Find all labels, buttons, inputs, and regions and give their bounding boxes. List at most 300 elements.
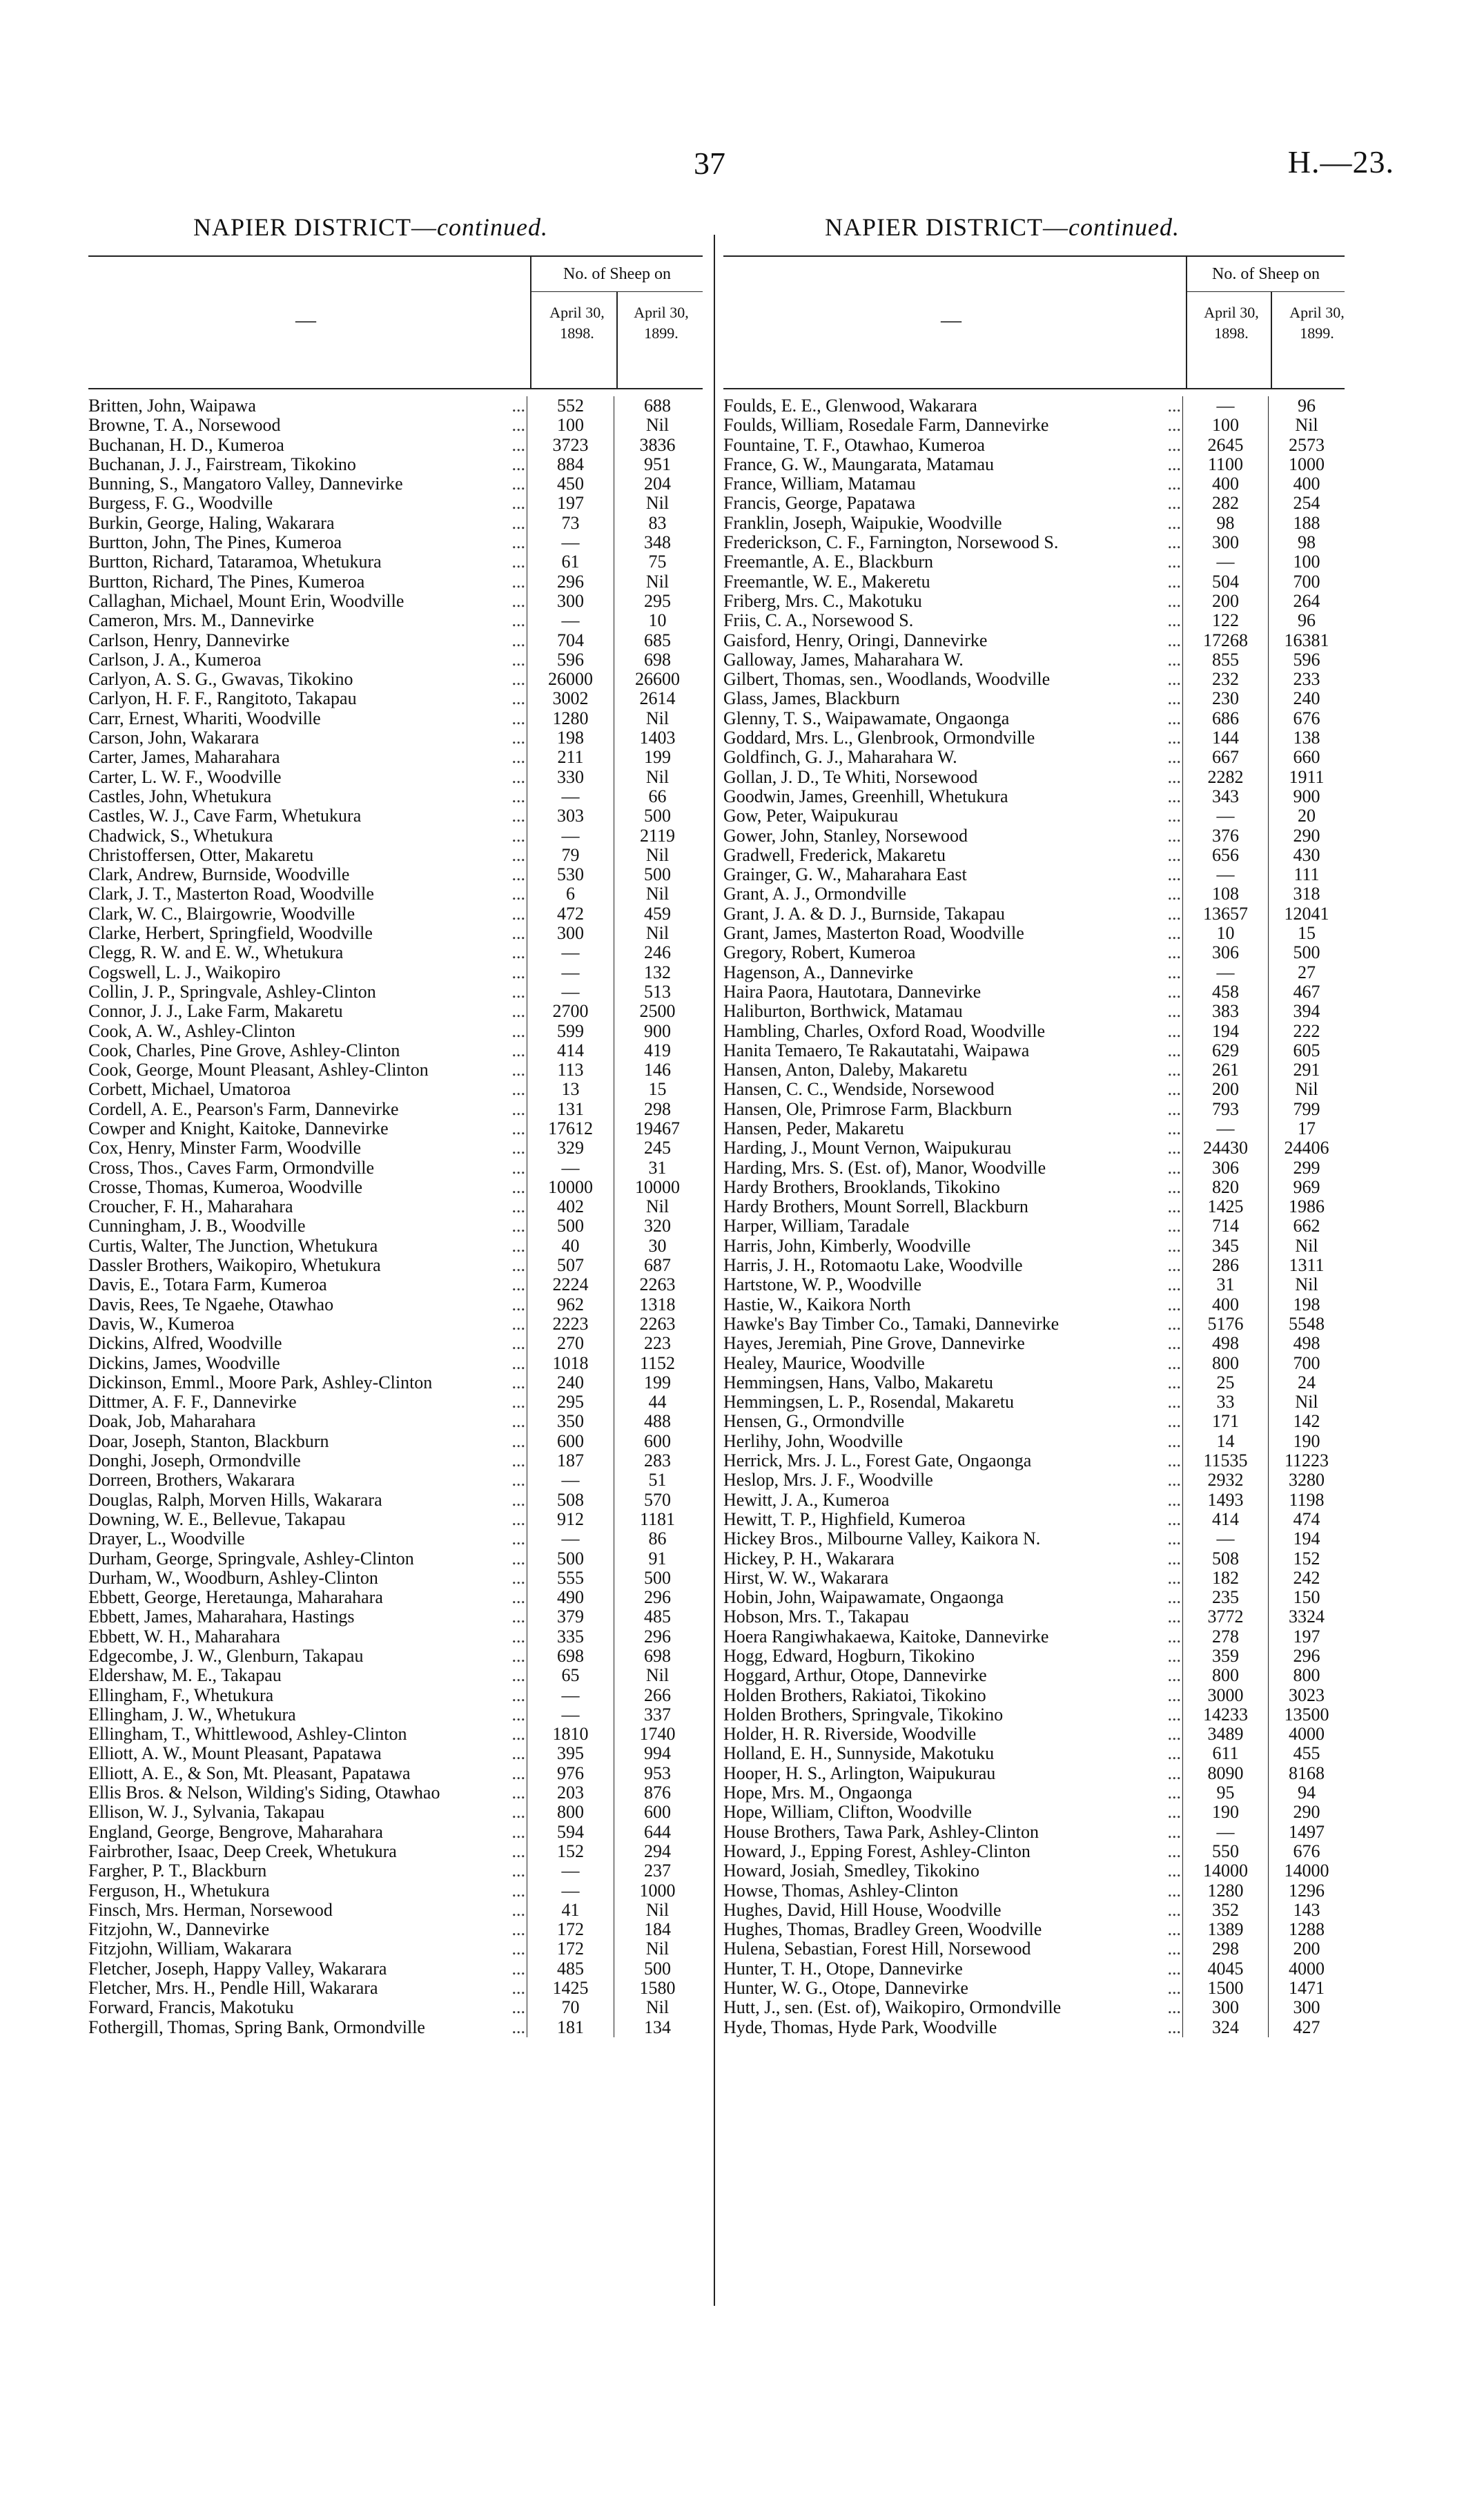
- table-row: [88, 1529, 703, 1549]
- owner-name: Fairbrother, Isaac, Deep Creek, Whetukura ...: [88, 1841, 525, 1861]
- table-row: [723, 416, 1345, 435]
- header-rule: [1186, 291, 1187, 388]
- owner-name: Ellis Bros. & Nelson, Wilding's Siding, Otawhao ...: [88, 1783, 525, 1803]
- table-row: [88, 1627, 703, 1647]
- sheep-1899: 1198: [1268, 1491, 1345, 1510]
- sheep-1899: 1403: [614, 728, 701, 748]
- sheep-1899: 194: [1268, 1529, 1345, 1549]
- owner-name: Hickey, P. H., Wakarara ...: [723, 1549, 1181, 1569]
- table-row: [723, 631, 1345, 650]
- sheep-1898: 1280: [1182, 1881, 1268, 1901]
- sheep-1898: 172: [527, 1920, 614, 1939]
- owner-name: Carlson, Henry, Dannevirke ...: [88, 630, 525, 650]
- sheep-1899: 31: [614, 1158, 701, 1178]
- sheep-1898: 286: [1182, 1256, 1268, 1275]
- table-row: [723, 884, 1345, 904]
- sheep-1898: 383: [1182, 1002, 1268, 1021]
- owner-name: Freemantle, A. E., Blackburn ...: [723, 552, 1181, 572]
- sheep-1899: 24406: [1268, 1138, 1345, 1158]
- owner-name: Cox, Henry, Minster Farm, Woodville ...: [88, 1138, 525, 1158]
- owner-name: Fitzjohn, W., Dannevirke ...: [88, 1920, 525, 1940]
- owner-name: Hooper, H. S., Arlington, Waipukurau ...: [723, 1763, 1181, 1783]
- table-row: [88, 650, 703, 670]
- sheep-1899: 83: [614, 514, 701, 533]
- sheep-1898: 10000: [527, 1178, 614, 1197]
- sheep-1898: 352: [1182, 1901, 1268, 1920]
- table-row: [88, 1334, 703, 1353]
- sheep-1899: 295: [614, 592, 701, 611]
- owner-name: Dorreen, Brothers, Wakarara ...: [88, 1470, 525, 1491]
- sheep-1898: 70: [527, 1998, 614, 2017]
- left-table: [88, 255, 703, 2037]
- owner-name: France, William, Matamau ...: [723, 474, 1181, 494]
- sheep-1899: 3324: [1268, 1607, 1345, 1627]
- owner-name: Douglas, Ralph, Morven Hills, Wakarara ...: [88, 1490, 525, 1510]
- sheep-1899: 498: [1268, 1334, 1345, 1353]
- sheep-1899: 2614: [614, 689, 701, 708]
- sheep-1898: —: [527, 533, 614, 552]
- sheep-1898: 198: [527, 728, 614, 748]
- table-row: [88, 494, 703, 513]
- sheep-1898: 855: [1182, 650, 1268, 670]
- table-row: [88, 1197, 703, 1216]
- sheep-1899: 98: [1268, 533, 1345, 552]
- sheep-1898: 714: [1182, 1216, 1268, 1236]
- table-row: [88, 768, 703, 787]
- sheep-1899: 199: [614, 748, 701, 767]
- table-row: [723, 709, 1345, 728]
- table-row: [723, 1666, 1345, 1685]
- owner-name: Hyde, Thomas, Hyde Park, Woodville ...: [723, 2017, 1181, 2037]
- table-row: [88, 1549, 703, 1569]
- sheep-1899: 188: [1268, 514, 1345, 533]
- owner-name: Gregory, Robert, Kumeroa ...: [723, 943, 1181, 963]
- sheep-1899: 1181: [614, 1510, 701, 1529]
- sheep-1899: Nil: [614, 709, 701, 728]
- sheep-1898: 10: [1182, 924, 1268, 943]
- sheep-1899: 291: [1268, 1060, 1345, 1080]
- sheep-1899: 10: [614, 611, 701, 630]
- left-title-suffix: continued.: [437, 213, 548, 241]
- sheep-1899: 14000: [1268, 1861, 1345, 1881]
- sheep-1898: 498: [1182, 1334, 1268, 1353]
- sheep-1899: 596: [1268, 650, 1345, 670]
- table-row: [723, 1764, 1345, 1783]
- table-row: [723, 1901, 1345, 1920]
- sheep-1898: 6: [527, 884, 614, 904]
- sheep-1899: Nil: [1268, 1236, 1345, 1256]
- sheep-1899: 223: [614, 1334, 701, 1353]
- sheep-1899: 513: [614, 982, 701, 1002]
- owner-name: Fountaine, T. F., Otawhao, Kumeroa ...: [723, 435, 1181, 455]
- table-row: [88, 943, 703, 962]
- table-row: [723, 396, 1345, 416]
- owner-name: Gower, John, Stanley, Norsewood ...: [723, 826, 1181, 846]
- table-row: [88, 1080, 703, 1099]
- owner-name: Finsch, Mrs. Herman, Norsewood ...: [88, 1900, 525, 1920]
- sheep-1899: 184: [614, 1920, 701, 1939]
- sheep-1899: 246: [614, 943, 701, 962]
- table-row: [723, 1491, 1345, 1510]
- table-row: [88, 611, 703, 630]
- owner-name: Howard, Josiah, Smedley, Tikokino ...: [723, 1861, 1181, 1881]
- sheep-1898: —: [1182, 865, 1268, 884]
- sheep-1899: 700: [1268, 1354, 1345, 1373]
- right-table: [723, 255, 1345, 2037]
- table-row: [723, 1158, 1345, 1178]
- owner-name: Carlyon, H. F. F., Rangitoto, Takapau ...: [88, 689, 525, 709]
- table-row: [723, 1470, 1345, 1490]
- sheep-1899: 11223: [1268, 1451, 1345, 1470]
- sheep-1898: 596: [527, 650, 614, 670]
- name-column-header: —: [941, 309, 961, 331]
- sheep-1898: —: [527, 1705, 614, 1725]
- table-row: [723, 865, 1345, 884]
- sheep-1898: 376: [1182, 826, 1268, 846]
- owner-name: Fargher, P. T., Blackburn ...: [88, 1861, 525, 1881]
- table-row: [88, 1100, 703, 1119]
- sheep-1899: 152: [1268, 1549, 1345, 1569]
- table-row: [723, 1432, 1345, 1451]
- sheep-1898: 667: [1182, 748, 1268, 767]
- sheep-1898: 31: [1182, 1275, 1268, 1294]
- table-row: [723, 1510, 1345, 1529]
- owner-name: Browne, T. A., Norsewood ...: [88, 416, 525, 436]
- table-row: [88, 826, 703, 846]
- table-row: [88, 982, 703, 1002]
- sheep-1899: 2263: [614, 1275, 701, 1294]
- sheep-1898: 359: [1182, 1647, 1268, 1666]
- sheep-1898: 800: [1182, 1666, 1268, 1685]
- owner-name: Gilbert, Thomas, sen., Woodlands, Woodville ...: [723, 670, 1181, 690]
- owner-name: Hawke's Bay Timber Co., Tamaki, Dannevirke ...: [723, 1314, 1181, 1334]
- table-row: [723, 1392, 1345, 1412]
- sheep-1898: 3002: [527, 689, 614, 708]
- sheep-1898: 98: [1182, 514, 1268, 533]
- sheep-1898: 600: [527, 1432, 614, 1451]
- sheep-1898: 25: [1182, 1373, 1268, 1392]
- sheep-1899: Nil: [614, 1197, 701, 1216]
- table-row: [88, 1920, 703, 1939]
- table-row: [723, 1861, 1345, 1881]
- sheep-1898: —: [527, 1529, 614, 1549]
- sheep-1899: 296: [1268, 1647, 1345, 1666]
- sheep-1899: 66: [614, 787, 701, 806]
- sheep-1898: 402: [527, 1197, 614, 1216]
- table-row: [88, 1607, 703, 1627]
- table-row: [88, 1842, 703, 1861]
- sheep-1898: 3000: [1182, 1686, 1268, 1705]
- owner-name: Hunter, W. G., Otope, Dannevirke ...: [723, 1979, 1181, 1999]
- sheep-1899: Nil: [614, 1939, 701, 1959]
- table-row: [88, 1881, 703, 1901]
- owner-name: Heslop, Mrs. J. F., Woodville ...: [723, 1470, 1181, 1491]
- table-row: [88, 1392, 703, 1412]
- table-row: [723, 1412, 1345, 1431]
- sheep-1899: 96: [1268, 611, 1345, 630]
- owner-name: Dassler Brothers, Waikopiro, Whetukura ...: [88, 1256, 525, 1276]
- owner-name: Burtton, Richard, The Pines, Kumeroa ...: [88, 572, 525, 592]
- owner-name: Hansen, Ole, Primrose Farm, Blackburn ...: [723, 1099, 1181, 1119]
- sheep-1898: 108: [1182, 884, 1268, 904]
- sheep-1898: —: [527, 1158, 614, 1178]
- left-title-main: NAPIER DISTRICT—: [193, 213, 438, 241]
- sheep-1898: 504: [1182, 572, 1268, 592]
- table-row: [723, 1939, 1345, 1959]
- owner-name: Hansen, Peder, Makaretu ...: [723, 1118, 1181, 1138]
- left-table-body: [88, 396, 703, 2037]
- owner-name: Gollan, J. D., Te Whiti, Norsewood ...: [723, 767, 1181, 787]
- sheep-1898: 8090: [1182, 1764, 1268, 1783]
- table-row: [88, 2018, 703, 2037]
- sheep-1899: 676: [1268, 709, 1345, 728]
- table-row: [88, 1979, 703, 1998]
- sheep-count-header: No. of Sheep on: [1186, 257, 1345, 292]
- sheep-1898: 152: [527, 1842, 614, 1861]
- owner-name: Fletcher, Mrs. H., Pendle Hill, Wakarara ...: [88, 1979, 525, 1999]
- table-row: [88, 865, 703, 884]
- owner-name: Holden Brothers, Springvale, Tikokino ...: [723, 1705, 1181, 1725]
- sheep-1899: 296: [614, 1588, 701, 1607]
- owner-name: Ellingham, J. W., Whetukura ...: [88, 1705, 525, 1725]
- sheep-1898: 1100: [1182, 455, 1268, 474]
- sheep-1899: 337: [614, 1705, 701, 1725]
- sheep-1898: 278: [1182, 1627, 1268, 1647]
- owner-name: Cook, A. W., Ashley-Clinton ...: [88, 1021, 525, 1041]
- table-row: [88, 963, 703, 982]
- sheep-1899: 459: [614, 904, 701, 924]
- table-row: [88, 1216, 703, 1236]
- sheep-1898: 686: [1182, 709, 1268, 728]
- owner-name: Crosse, Thomas, Kumeroa, Woodville ...: [88, 1177, 525, 1197]
- table-row: [723, 1705, 1345, 1725]
- owner-name: Grant, A. J., Ormondville ...: [723, 884, 1181, 904]
- sheep-1898: 629: [1182, 1041, 1268, 1060]
- owner-name: Hirst, W. W., Wakarara ...: [723, 1568, 1181, 1588]
- table-row: [723, 1569, 1345, 1588]
- owner-name: Hemmingsen, L. P., Rosendal, Makaretu ...: [723, 1392, 1181, 1412]
- sheep-1898: 40: [527, 1236, 614, 1256]
- sheep-1899: 26600: [614, 670, 701, 689]
- table-row: [88, 631, 703, 650]
- owner-name: Grant, James, Masterton Road, Woodville ...: [723, 924, 1181, 944]
- owner-name: Chadwick, S., Whetukura ...: [88, 826, 525, 846]
- sheep-1899: 138: [1268, 728, 1345, 748]
- owner-name: Dickins, James, Woodville ...: [88, 1353, 525, 1373]
- owner-name: Glass, James, Blackburn ...: [723, 689, 1181, 709]
- table-row: [88, 1901, 703, 1920]
- table-row: [723, 1607, 1345, 1627]
- sheep-1899: 676: [1268, 1842, 1345, 1861]
- sheep-1898: 400: [1182, 474, 1268, 494]
- table-row: [88, 1002, 703, 1021]
- table-row: [723, 1100, 1345, 1119]
- sheep-1899: 400: [1268, 474, 1345, 494]
- sheep-1898: 300: [1182, 1998, 1268, 2017]
- sheep-1899: 245: [614, 1138, 701, 1158]
- owner-name: Foulds, William, Rosedale Farm, Dannevirke ...: [723, 416, 1181, 436]
- sheep-1899: 1000: [1268, 455, 1345, 474]
- sheep-1898: 41: [527, 1901, 614, 1920]
- table-row: [723, 1529, 1345, 1549]
- owner-name: Elliott, A. E., & Son, Mt. Pleasant, Papatawa ...: [88, 1763, 525, 1783]
- table-row: [723, 592, 1345, 611]
- owner-name: Croucher, F. H., Maharahara ...: [88, 1197, 525, 1217]
- sheep-1899: 698: [614, 650, 701, 670]
- table-row: [88, 1861, 703, 1881]
- sheep-1898: 300: [527, 592, 614, 611]
- table-row: [88, 455, 703, 474]
- sheep-1898: 303: [527, 806, 614, 826]
- sheep-1899: 600: [614, 1432, 701, 1451]
- owner-name: Hoggard, Arthur, Otope, Dannevirke ...: [723, 1666, 1181, 1686]
- owner-name: Harris, John, Kimberly, Woodville ...: [723, 1236, 1181, 1256]
- table-row: [88, 1470, 703, 1490]
- sheep-1898: —: [527, 611, 614, 630]
- table-row: [723, 1979, 1345, 1998]
- sheep-1899: 5548: [1268, 1314, 1345, 1334]
- sheep-1899: 800: [1268, 1666, 1345, 1685]
- sheep-1898: 300: [527, 924, 614, 943]
- owner-name: Forward, Francis, Makotuku ...: [88, 1998, 525, 2018]
- sheep-1898: 282: [1182, 494, 1268, 513]
- sheep-1898: 552: [527, 396, 614, 416]
- table-row: [88, 1783, 703, 1803]
- sheep-1899: 455: [1268, 1744, 1345, 1763]
- sheep-1899: 660: [1268, 748, 1345, 767]
- sheep-1898: —: [527, 1470, 614, 1490]
- table-row: [723, 904, 1345, 924]
- owner-name: Hope, Mrs. M., Ongaonga ...: [723, 1783, 1181, 1803]
- sheep-1898: —: [527, 1686, 614, 1705]
- sheep-1898: 14000: [1182, 1861, 1268, 1881]
- table-row: [88, 552, 703, 572]
- sheep-1899: 953: [614, 1764, 701, 1783]
- sheep-1899: 16381: [1268, 631, 1345, 650]
- sheep-1899: 298: [614, 1100, 701, 1119]
- table-row: [723, 1236, 1345, 1256]
- sheep-1898: 414: [1182, 1510, 1268, 1529]
- sheep-1898: 190: [1182, 1803, 1268, 1822]
- sheep-1899: 12041: [1268, 904, 1345, 924]
- owner-name: Ebbett, W. H., Maharahara ...: [88, 1627, 525, 1647]
- sheep-1898: —: [1182, 1119, 1268, 1138]
- sheep-1898: 235: [1182, 1588, 1268, 1607]
- sheep-1898: 13: [527, 1080, 614, 1099]
- sheep-1898: 3723: [527, 436, 614, 455]
- table-row: [88, 436, 703, 455]
- sheep-1898: 73: [527, 514, 614, 533]
- sheep-1899: Nil: [614, 1666, 701, 1685]
- sheep-1898: 379: [527, 1607, 614, 1627]
- owner-name: Cook, George, Mount Pleasant, Ashley-Clinton ...: [88, 1060, 525, 1080]
- table-row: [723, 728, 1345, 748]
- owner-name: Hardy Brothers, Mount Sorrell, Blackburn ...: [723, 1197, 1181, 1217]
- year-1898-header: April 30, 1898.: [1204, 304, 1259, 342]
- sheep-1898: 14233: [1182, 1705, 1268, 1725]
- table-row: [88, 1060, 703, 1080]
- sheep-1898: 800: [1182, 1354, 1268, 1373]
- table-row: [88, 1510, 703, 1529]
- table-row: [88, 1178, 703, 1197]
- owner-name: House Brothers, Tawa Park, Ashley-Clinton ...: [723, 1822, 1181, 1842]
- owner-name: Frederickson, C. F., Farnington, Norsewood S. ...: [723, 533, 1181, 553]
- sheep-1898: 171: [1182, 1412, 1268, 1431]
- table-row: [88, 1764, 703, 1783]
- sheep-1898: 3772: [1182, 1607, 1268, 1627]
- owner-name: Callaghan, Michael, Mount Erin, Woodville ...: [88, 591, 525, 611]
- owner-name: Holden Brothers, Rakiatoi, Tikokino ...: [723, 1685, 1181, 1705]
- sheep-1899: 318: [1268, 884, 1345, 904]
- owner-name: Hobin, John, Waipawamate, Ongaonga ...: [723, 1588, 1181, 1608]
- owner-name: Harris, J. H., Rotomaotu Lake, Woodville ...: [723, 1256, 1181, 1276]
- table-row: [88, 1939, 703, 1959]
- owner-name: Franklin, Joseph, Waipukie, Woodville ...: [723, 513, 1181, 533]
- table-row: [723, 1823, 1345, 1842]
- owner-name: Corbett, Michael, Umatoroa ...: [88, 1080, 525, 1100]
- table-row: [88, 806, 703, 826]
- sheep-1899: 500: [1268, 943, 1345, 962]
- table-row: [723, 1041, 1345, 1060]
- sheep-1899: 4000: [1268, 1959, 1345, 1979]
- sheep-1898: 61: [527, 552, 614, 572]
- sheep-1899: 1986: [1268, 1197, 1345, 1216]
- sheep-1899: 8168: [1268, 1764, 1345, 1783]
- table-row: [723, 943, 1345, 962]
- sheep-1899: 900: [1268, 787, 1345, 806]
- sheep-1898: —: [527, 1861, 614, 1881]
- sheep-1899: 1497: [1268, 1823, 1345, 1842]
- owner-name: Hunter, T. H., Otope, Dannevirke ...: [723, 1959, 1181, 1979]
- table-row: [88, 474, 703, 494]
- table-row: [723, 1803, 1345, 1822]
- owner-name: Harding, Mrs. S. (Est. of), Manor, Woodville ...: [723, 1158, 1181, 1178]
- table-row: [88, 1959, 703, 1979]
- owner-name: Howard, J., Epping Forest, Ashley-Clinton ...: [723, 1841, 1181, 1861]
- table-row: [88, 709, 703, 728]
- sheep-1899: 200: [1268, 1939, 1345, 1959]
- sheep-1898: 490: [527, 1588, 614, 1607]
- owner-name: Buchanan, H. D., Kumeroa ...: [88, 435, 525, 455]
- table-row: [88, 572, 703, 592]
- sheep-1899: 237: [614, 1861, 701, 1881]
- sheep-1898: 324: [1182, 2018, 1268, 2037]
- owner-name: Hope, William, Clifton, Woodville ...: [723, 1803, 1181, 1823]
- sheep-1899: 500: [614, 1959, 701, 1979]
- sheep-1899: 1318: [614, 1295, 701, 1314]
- owner-name: Cogswell, L. J., Waikopiro ...: [88, 962, 525, 982]
- owner-name: Hickey Bros., Milbourne Valley, Kaikora N. ...: [723, 1529, 1181, 1549]
- owner-name: Ellingham, T., Whittlewood, Ashley-Clinton ...: [88, 1725, 525, 1745]
- sheep-1898: 656: [1182, 846, 1268, 865]
- sheep-1899: 264: [1268, 592, 1345, 611]
- sheep-1898: 203: [527, 1783, 614, 1803]
- sheep-1899: 994: [614, 1744, 701, 1763]
- sheep-1898: 298: [1182, 1939, 1268, 1959]
- sheep-1899: 132: [614, 963, 701, 982]
- owner-name: Clark, J. T., Masterton Road, Woodville ...: [88, 884, 525, 904]
- sheep-1899: 51: [614, 1470, 701, 1490]
- table-row: [88, 1256, 703, 1275]
- sheep-1899: 146: [614, 1060, 701, 1080]
- table-row: [723, 1627, 1345, 1647]
- sheep-1899: 15: [1268, 924, 1345, 943]
- sheep-1898: 458: [1182, 982, 1268, 1002]
- sheep-1898: 14: [1182, 1432, 1268, 1451]
- sheep-1899: 876: [614, 1783, 701, 1803]
- table-row: [723, 826, 1345, 846]
- sheep-1899: Nil: [614, 924, 701, 943]
